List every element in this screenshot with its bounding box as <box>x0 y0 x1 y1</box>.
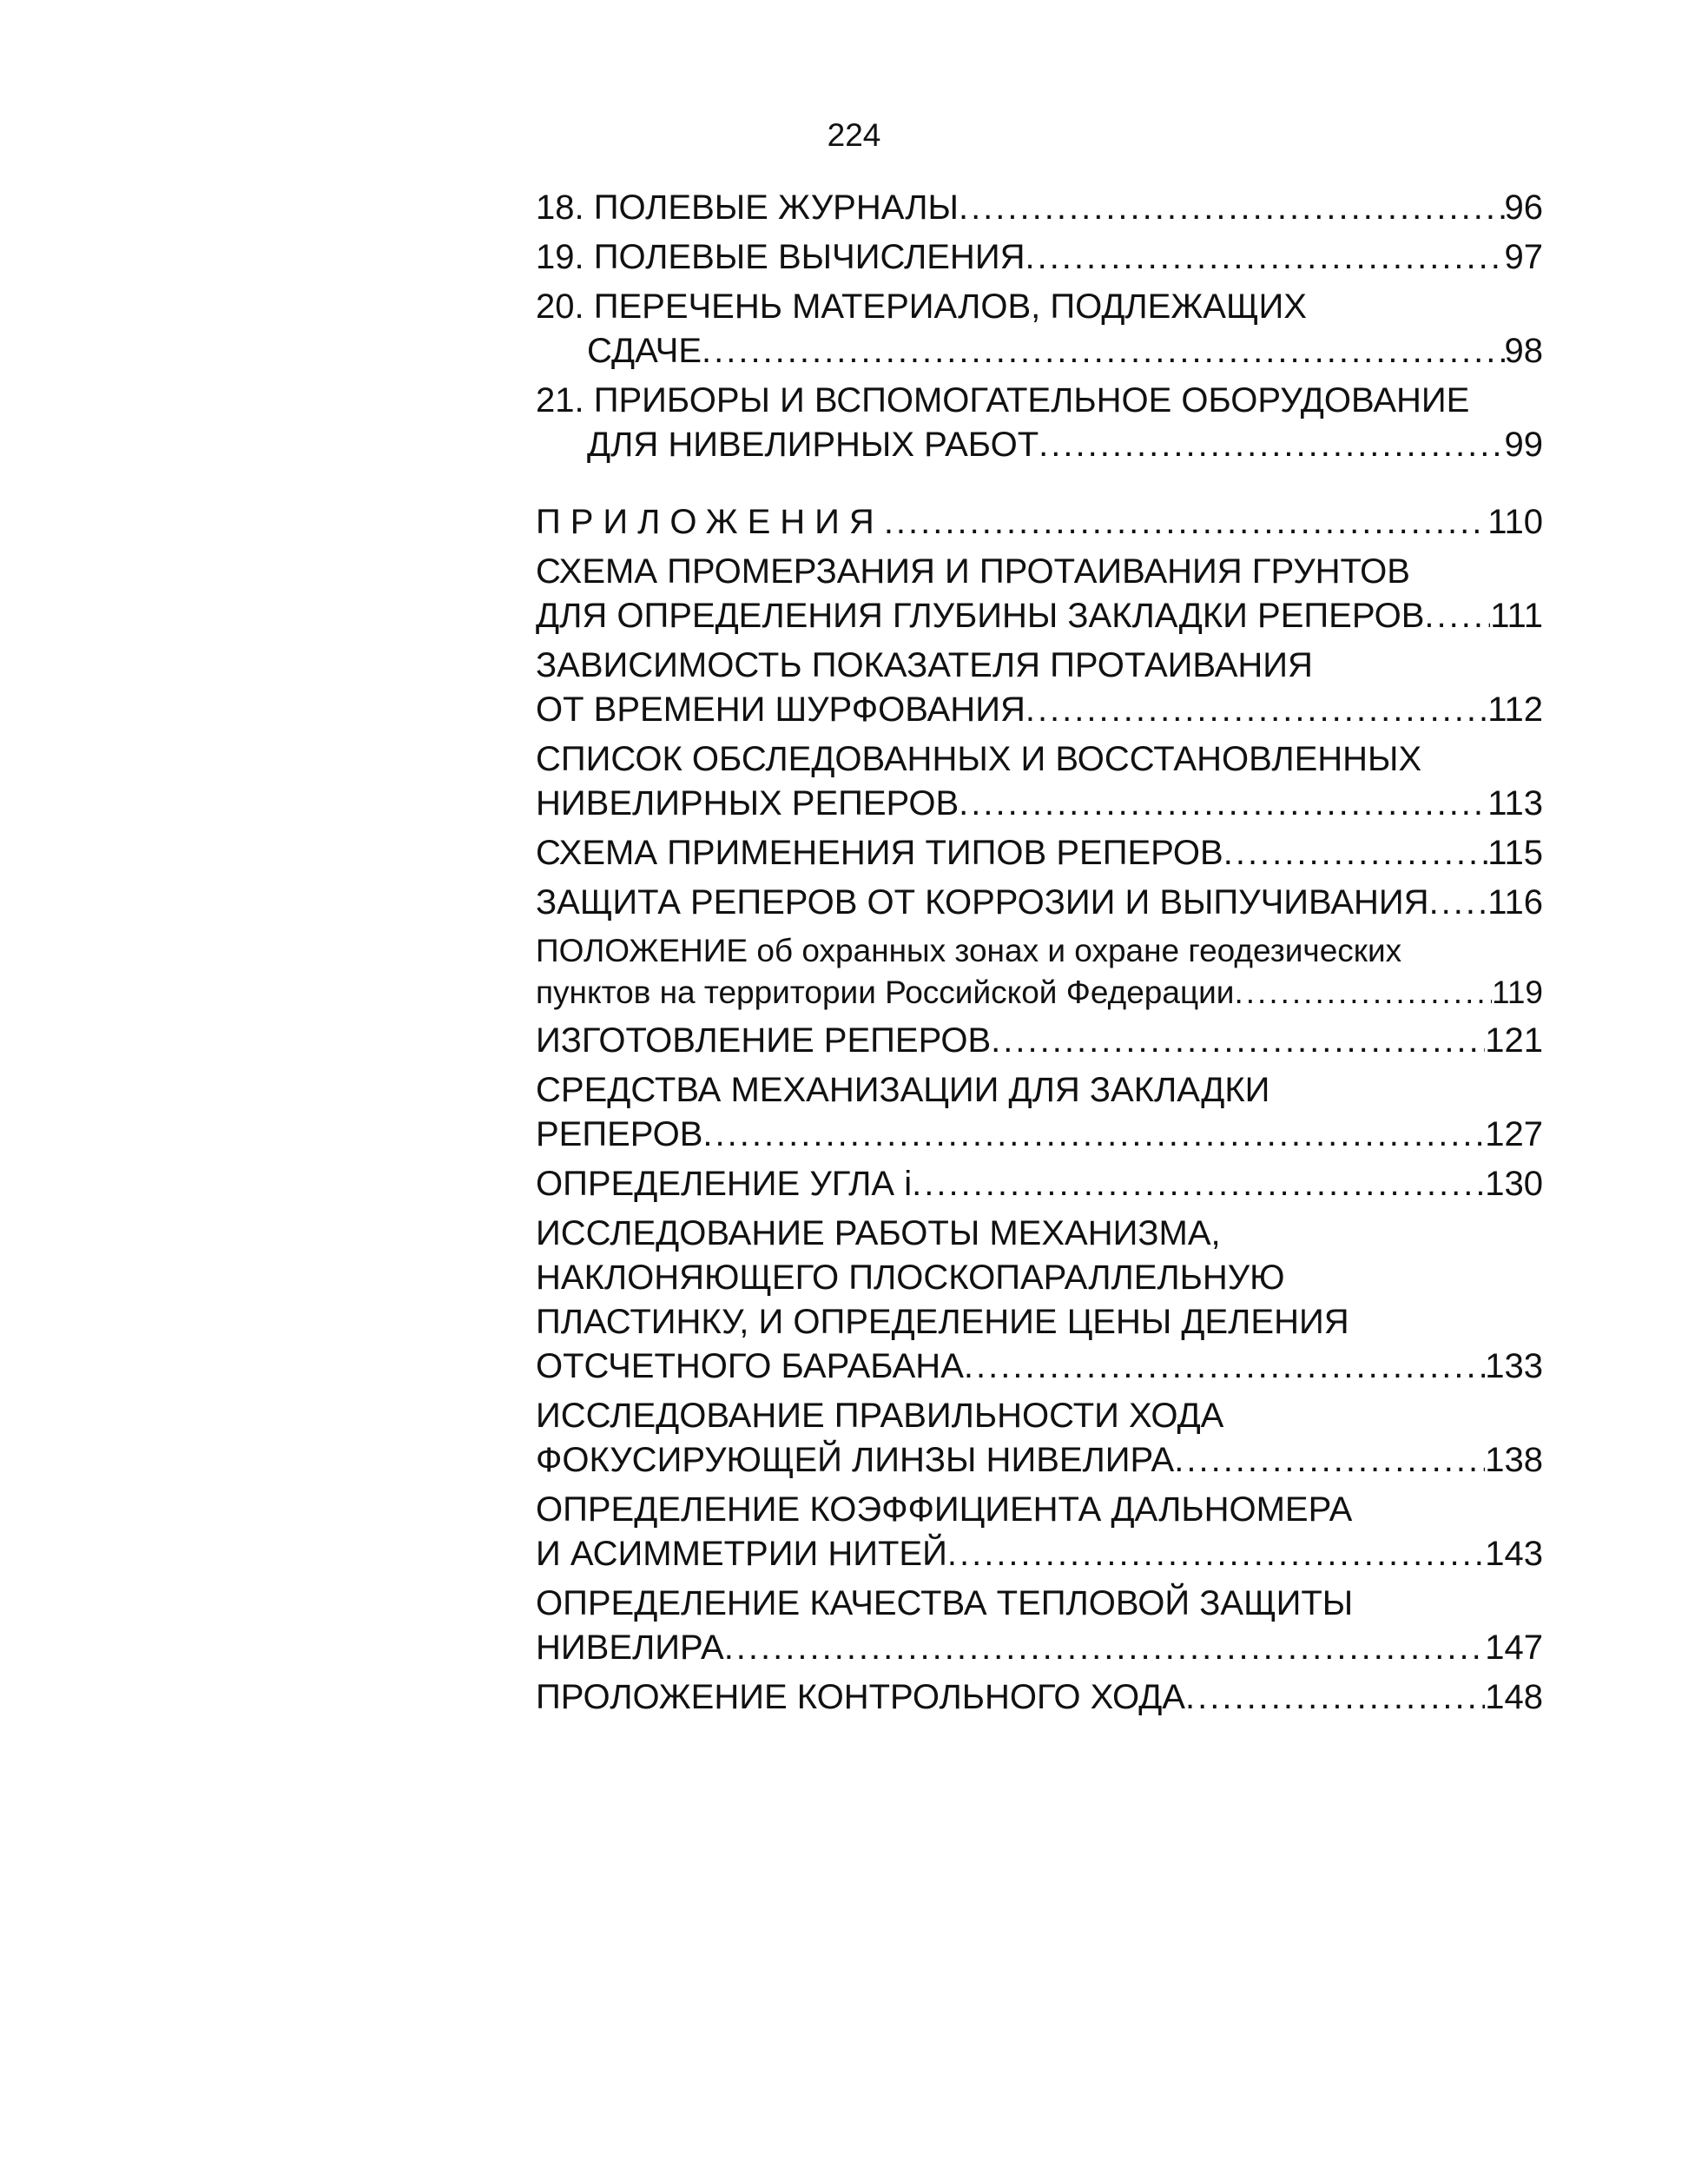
leader-dots <box>947 1532 1485 1576</box>
toc-entry-title: ОТСЧЕТНОГО БАРАБАНА <box>536 1347 964 1385</box>
toc-entry-last-line <box>536 500 1543 545</box>
toc-page-number: 97 <box>1504 238 1543 276</box>
toc-entry-line: 21. ПРИБОРЫ И ВСПОМОГАТЕЛЬНОЕ ОБОРУДОВАНИЕ <box>536 381 1470 420</box>
toc-page-number: 143 <box>1485 1535 1543 1573</box>
toc-entry-last-line <box>536 1532 1543 1576</box>
toc-entry <box>536 285 1543 373</box>
toc-entry-title: НИВЕЛИРНЫХ РЕПЕРОВ <box>536 784 960 823</box>
toc-entry <box>536 500 1543 545</box>
toc-entry-line: ЗАВИСИМОСТЬ ПОКАЗАТЕЛЯ ПРОТАИВАНИЯ <box>536 646 1313 684</box>
toc-page-number: 113 <box>1487 784 1543 823</box>
toc-entry <box>536 1212 1543 1389</box>
toc-page-number: 127 <box>1485 1115 1543 1153</box>
leader-dots <box>884 500 1487 545</box>
toc-entry <box>536 186 1543 230</box>
toc-page-number: 119 <box>1492 974 1543 1010</box>
toc-page-number: 98 <box>1504 332 1543 370</box>
leader-dots <box>1174 1438 1485 1483</box>
toc-page-number: 116 <box>1487 883 1543 922</box>
toc-entry-last-line <box>536 1626 1543 1670</box>
toc-entry-last-line <box>536 186 1543 230</box>
toc-entry <box>536 235 1543 280</box>
toc-page-number: 148 <box>1485 1678 1543 1716</box>
table-of-contents <box>536 186 1543 1720</box>
toc-page-number: 115 <box>1487 834 1543 872</box>
toc-entry-last-line <box>536 1344 1543 1389</box>
toc-page-number: 99 <box>1504 426 1543 464</box>
leader-dots <box>1429 881 1488 925</box>
toc-entry-title: ОТ ВРЕМЕНИ ШУРФОВАНИЯ <box>536 690 1025 729</box>
leader-dots <box>724 1626 1486 1670</box>
toc-entry <box>536 1068 1543 1157</box>
toc-entry-title: ИЗГОТОВЛЕНИЕ РЕПЕРОВ <box>536 1021 992 1060</box>
toc-entry <box>536 1675 1543 1720</box>
leader-dots <box>702 329 1505 373</box>
toc-entry-last-line <box>536 1438 1543 1483</box>
page-number: 224 <box>827 117 881 153</box>
toc-entry <box>536 1394 1543 1483</box>
toc-entry-last-line <box>536 881 1543 925</box>
toc-entry-title: ОПРЕДЕЛЕНИЕ УГЛА i <box>536 1165 913 1203</box>
toc-entry-last-line <box>536 329 1543 373</box>
toc-entry-title: СДАЧЕ <box>587 332 702 370</box>
toc-entry-last-line <box>536 1675 1543 1720</box>
toc-entry-last-line <box>536 1019 1543 1063</box>
toc-entry-line: СПИСОК ОБСЛЕДОВАННЫХ И ВОССТАНОВЛЕННЫХ <box>536 740 1422 778</box>
toc-entry-last-line <box>536 782 1543 826</box>
toc-entry-title: ДЛЯ НИВЕЛИРНЫХ РАБОТ <box>587 426 1039 464</box>
toc-entry <box>536 1488 1543 1576</box>
toc-page-number: 133 <box>1485 1347 1543 1385</box>
toc-entry-title: РЕПЕРОВ <box>536 1115 703 1153</box>
toc-entry-line: НАКЛОНЯЮЩЕГО ПЛОСКОПАРАЛЛЕЛЬНУЮ <box>536 1259 1285 1297</box>
toc-entry <box>536 831 1543 875</box>
toc-entry-line: 20. ПЕРЕЧЕНЬ МАТЕРИАЛОВ, ПОДЛЕЖАЩИХ <box>536 287 1307 326</box>
toc-entry-title: 18. ПОЛЕВЫЕ ЖУРНАЛЫ <box>536 188 959 227</box>
leader-dots <box>964 1344 1485 1389</box>
leader-dots <box>1223 831 1488 875</box>
toc-entry-title: И АСИММЕТРИИ НИТЕЙ <box>536 1535 947 1573</box>
toc-entry <box>536 644 1543 732</box>
toc-entry-last-line <box>536 423 1543 467</box>
toc-entry-last-line <box>536 235 1543 280</box>
toc-entry-line: ПОЛОЖЕНИЕ об охранных зонах и охране геодезических <box>536 933 1402 968</box>
toc-entry-line: СРЕДСТВА МЕХАНИЗАЦИИ ДЛЯ ЗАКЛАДКИ <box>536 1071 1270 1109</box>
toc-entry-line: ПЛАСТИНКУ, И ОПРЕДЕЛЕНИЕ ЦЕНЫ ДЕЛЕНИЯ <box>536 1303 1349 1341</box>
toc-entry-title: НИВЕЛИРА <box>536 1629 724 1667</box>
toc-entry-last-line <box>536 972 1543 1014</box>
toc-page-number: 112 <box>1487 690 1543 729</box>
leader-dots <box>1025 688 1487 732</box>
toc-entry <box>536 881 1543 925</box>
leader-dots <box>1025 235 1504 280</box>
leader-dots <box>959 782 1487 826</box>
toc-entry-line: ИССЛЕДОВАНИЕ ПРАВИЛЬНОСТИ ХОДА <box>536 1397 1224 1435</box>
toc-entry-line: СХЕМА ПРОМЕРЗАНИЯ И ПРОТАИВАНИЯ ГРУНТОВ <box>536 552 1410 591</box>
toc-page-number: 121 <box>1485 1021 1543 1060</box>
toc-page-number: 138 <box>1485 1441 1543 1479</box>
leader-dots <box>1424 594 1490 638</box>
toc-entry-line: ОПРЕДЕЛЕНИЕ КОЭФФИЦИЕНТА ДАЛЬНОМЕРА <box>536 1490 1353 1529</box>
toc-entry <box>536 930 1543 1014</box>
leader-dots <box>702 1113 1485 1157</box>
toc-entry-title: СХЕМА ПРИМЕНЕНИЯ ТИПОВ РЕПЕРОВ <box>536 834 1223 872</box>
toc-entry-last-line <box>536 831 1543 875</box>
toc-page-number: 111 <box>1490 597 1543 635</box>
leader-dots <box>959 186 1505 230</box>
toc-entry <box>536 737 1543 826</box>
toc-entry-title: пунктов на территории Российской Федерации <box>536 974 1235 1010</box>
appendices-heading: ПРИЛОЖЕНИЯ <box>536 503 884 541</box>
toc-entry-title: ДЛЯ ОПРЕДЕЛЕНИЯ ГЛУБИНЫ ЗАКЛАДКИ РЕПЕРОВ <box>536 597 1425 635</box>
toc-page-number: 96 <box>1504 188 1543 227</box>
toc-entry-last-line <box>536 688 1543 732</box>
toc-page-number: 110 <box>1487 503 1543 541</box>
leader-dots <box>1185 1675 1485 1720</box>
leader-dots <box>1234 972 1492 1014</box>
toc-entry-last-line <box>536 594 1543 638</box>
toc-page-number: 147 <box>1485 1629 1543 1667</box>
toc-entry-title: ФОКУСИРУЮЩЕЙ ЛИНЗЫ НИВЕЛИРА <box>536 1441 1175 1479</box>
toc-entry <box>536 1582 1543 1670</box>
leader-dots <box>912 1162 1485 1206</box>
toc-entry-last-line <box>536 1162 1543 1206</box>
toc-entry-last-line <box>536 1113 1543 1157</box>
leader-dots <box>991 1019 1485 1063</box>
toc-entry <box>536 379 1543 467</box>
toc-entry-title: 19. ПОЛЕВЫЕ ВЫЧИСЛЕНИЯ <box>536 238 1025 276</box>
toc-entry <box>536 1019 1543 1063</box>
toc-entry <box>536 550 1543 638</box>
leader-dots <box>1039 423 1504 467</box>
toc-entry-title: ПРОЛОЖЕНИЕ КОНТРОЛЬНОГО ХОДА <box>536 1678 1185 1716</box>
toc-entry-line: ОПРЕДЕЛЕНИЕ КАЧЕСТВА ТЕПЛОВОЙ ЗАЩИТЫ <box>536 1584 1354 1622</box>
toc-entry-line: ИССЛЕДОВАНИЕ РАБОТЫ МЕХАНИЗМА, <box>536 1214 1221 1252</box>
toc-entry <box>536 1162 1543 1206</box>
toc-page-number: 130 <box>1485 1165 1543 1203</box>
toc-entry-title: ЗАЩИТА РЕПЕРОВ ОТ КОРРОЗИИ И ВЫПУЧИВАНИЯ <box>536 883 1429 922</box>
